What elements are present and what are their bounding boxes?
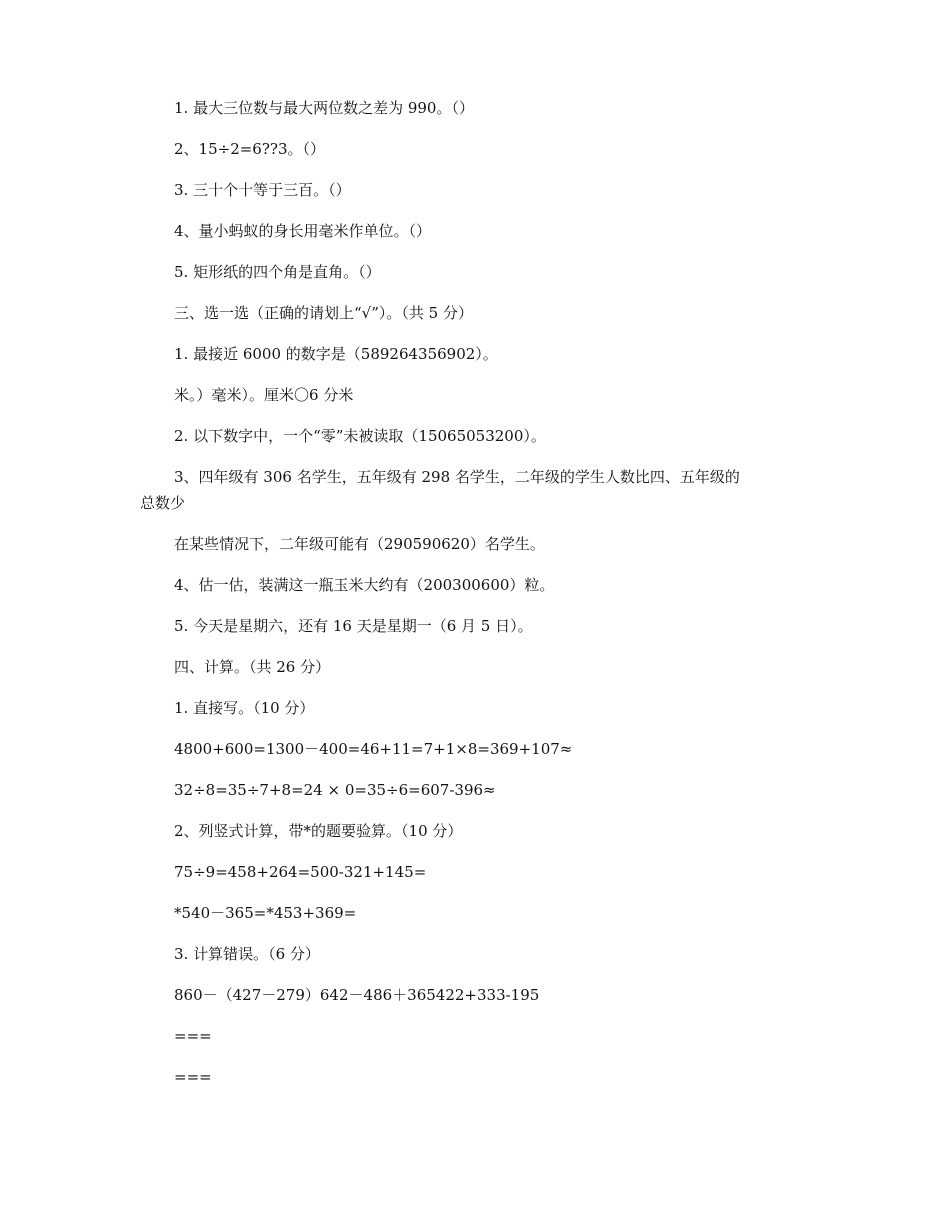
choice-2-line: 2. 以下数字中，一个“零”未被读取（15065053200）。 (174, 427, 546, 445)
choice-3-continuation: 总数少 (140, 494, 186, 512)
section-3-heading: 三、选一选（正确的请划上“√”）。（共 5 分） (174, 304, 473, 322)
choice-3-answer-line: 在某些情况下，二年级可能有（290590620）名学生。 (174, 535, 545, 553)
choice-5-line: 5. 今天是星期六，还有 16 天是星期一（6 月 5 日）。 (174, 617, 533, 635)
calc-1-heading: 1. 直接写。（10 分） (174, 699, 315, 717)
choice-units-line: 米。）毫米）。厘米〇6 分米 (174, 386, 354, 404)
choice-1-line: 1. 最接近 6000 的数字是（589264356902）。 (174, 345, 498, 363)
calc-3-row-1: 860－（427－279）642－486＋365422+333-195 (174, 986, 540, 1004)
calc-1-row-1: 4800+600=1300－400=46+11=7+1×8=369+107≈ (174, 740, 573, 758)
section-4-heading: 四、计算。（共 26 分） (174, 658, 331, 676)
calc-3-heading: 3. 计算错误。（6 分） (174, 945, 320, 963)
calc-2-heading: 2、列竖式计算，带*的题要验算。（10 分） (174, 822, 463, 840)
calc-2-row-1: 75÷9=458+264=500-321+145= (174, 863, 427, 881)
choice-3-line: 3、四年级有 306 名学生，五年级有 298 名学生，二年级的学生人数比四、五年级的 (174, 468, 740, 486)
choice-4-line: 4、估一估，装满这一瓶玉米大约有（200300600）粒。 (174, 576, 555, 594)
question-4-line: 4、量小蚂蚁的身长用毫米作单位。（） (174, 222, 432, 240)
calc-1-row-2: 32÷8=35÷7+8=24 × 0=35÷6=607-396≈ (174, 781, 496, 799)
calc-3-equals-row-1: === (174, 1027, 212, 1045)
question-2-line: 2、15÷2=6??3。（） (174, 140, 325, 158)
calc-2-row-2: *540－365=*453+369= (174, 904, 357, 922)
calc-3-equals-row-2: === (174, 1068, 212, 1086)
question-5-line: 5. 矩形纸的四个角是直角。（） (174, 263, 381, 281)
question-1-line: 1. 最大三位数与最大两位数之差为 990。（） (174, 99, 474, 117)
question-3-line: 3. 三十个十等于三百。（） (174, 181, 351, 199)
